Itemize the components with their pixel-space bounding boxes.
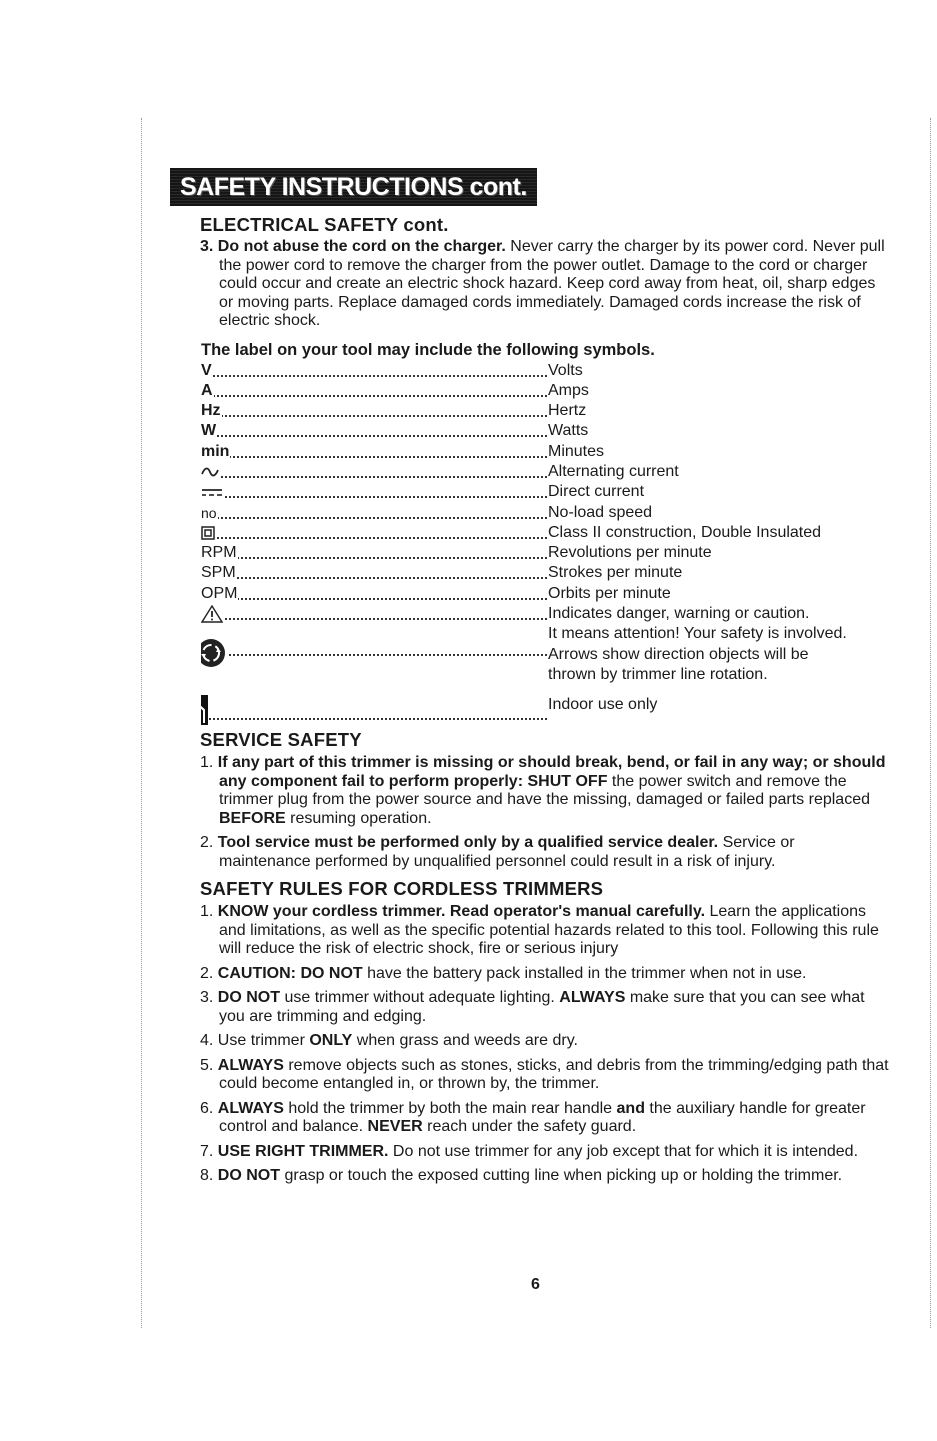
symbol-meaning-line: thrown by trimmer line rotation. [548, 665, 768, 683]
service-item-1: 1. If any part of this trimmer is missing or should break, bend, or fail in any way; or should any component fail to perform properly: SHUT OFF the power switch and remove the trimmer plug from the power source and have the missing, damaged or failed parts replaced BEFORE resuming operation. [200, 754, 886, 827]
symbol-meaning-line: Alternating current [548, 462, 679, 480]
symbol-meaning [548, 584, 671, 604]
symbol-row [170, 645, 890, 686]
symbol-key [201, 503, 547, 523]
symbol-key [201, 401, 547, 421]
symbol-row [170, 689, 890, 721]
symbol-key [201, 543, 547, 563]
alternating-current-icon [201, 463, 220, 480]
symbol-meaning [548, 381, 589, 401]
page-content [170, 168, 890, 1293]
left-margin-line [141, 118, 142, 1328]
double-insulated-icon [201, 524, 216, 541]
symbol-meaning-line: Class II construction, Double Insulated [548, 523, 822, 541]
symbol-row [170, 442, 890, 462]
symbol-meaning [548, 543, 712, 563]
symbol-key [201, 584, 547, 604]
symbol-code: A [201, 381, 213, 399]
symbol-meaning-line: Indoor use only [548, 696, 658, 714]
cordless-item-4: 4. Use trimmer ONLY when grass and weeds are dry. [200, 1032, 578, 1050]
service-list [170, 754, 890, 871]
symbol-meaning-line: Watts [548, 422, 589, 440]
cordless-item-6: 6. ALWAYS hold the trimmer by both the main rear handle and the auxiliary handle for greater control and balance. NEVER reach under the safety guard. [200, 1099, 866, 1136]
service-safety-heading: SERVICE SAFETY [200, 729, 362, 751]
symbol-meaning [548, 421, 588, 441]
symbol-meaning-line: Volts [548, 361, 583, 379]
symbol-code: SPM [201, 564, 236, 582]
symbol-meaning-line: Hertz [548, 402, 587, 420]
symbol-meaning-line: No-load speed [548, 503, 653, 521]
symbol-key [201, 695, 547, 727]
symbol-meaning [548, 361, 583, 381]
symbol-key [201, 442, 547, 462]
cordless-item-3: 3. DO NOT use trimmer without adequate lighting. ALWAYS make sure that you can see what you are trimming and edging. [200, 989, 865, 1025]
symbol-code: no [201, 504, 217, 521]
symbol-key [201, 462, 547, 482]
electrical-safety-heading: ELECTRICAL SAFETY cont. [200, 214, 449, 235]
symbol-meaning [548, 604, 847, 644]
symbol-meaning [548, 401, 586, 421]
cordless-rules-heading: SAFETY RULES FOR CORDLESS TRIMMERS [200, 878, 604, 900]
symbol-meaning [548, 462, 679, 482]
symbol-row [170, 401, 890, 421]
symbol-row [170, 361, 890, 381]
symbol-key [201, 482, 547, 502]
symbol-key [201, 563, 547, 583]
symbol-key [201, 361, 547, 381]
symbol-meaning-line: Indicates danger, warning or caution. [548, 605, 810, 623]
symbol-row [170, 563, 890, 583]
cordless-item-2: 2. CAUTION: DO NOT have the battery pack installed in the trimmer when not in use. [200, 964, 807, 982]
rotation-direction-icon [201, 644, 227, 661]
symbol-code: V [201, 361, 212, 379]
symbol-row [170, 482, 890, 502]
symbol-meaning-line: Minutes [548, 442, 605, 460]
symbol-meaning-line: Orbits per minute [548, 584, 671, 602]
direct-current-icon [201, 483, 224, 500]
symbol-key [201, 523, 547, 543]
symbols-list [170, 361, 890, 722]
symbol-meaning [548, 563, 682, 583]
cordless-item-5: 5. ALWAYS remove objects such as stones, sticks, and debris from the trimming/edging path that could become entangled in, or thrown by, the trimmer. [200, 1056, 889, 1093]
symbol-meaning-line: Direct current [548, 483, 645, 501]
symbol-meaning [548, 695, 657, 715]
symbol-key [201, 604, 547, 624]
indoor-use-icon [201, 701, 209, 718]
symbol-meaning-line: Revolutions per minute [548, 544, 712, 562]
symbols-heading: The label on your tool may include the following symbols. [201, 340, 655, 359]
cordless-item-8: 8. DO NOT grasp or touch the exposed cutting line when picking up or holding the trimmer. [200, 1167, 843, 1185]
symbol-code: OPM [201, 584, 238, 602]
symbol-code: Hz [201, 402, 221, 420]
cordless-item-1: 1. KNOW your cordless trimmer. Read operator's manual carefully. Learn the applications and limitations, as well as the specific potential hazards related to this tool. Following this rule will reduce the risk of electric shock, fire or serious injury [200, 903, 879, 958]
symbol-key [201, 638, 547, 670]
symbol-meaning-line: Amps [548, 381, 589, 399]
symbol-row [170, 421, 890, 441]
symbol-code: W [201, 422, 217, 440]
symbol-meaning [548, 442, 604, 462]
section-banner: SAFETY INSTRUCTIONS cont. [170, 168, 537, 206]
cordless-list [170, 903, 890, 1186]
symbol-code: min [201, 442, 230, 460]
symbol-meaning [548, 503, 652, 523]
symbol-row [170, 523, 890, 543]
symbol-row [170, 462, 890, 482]
right-margin-line [930, 118, 931, 1328]
page-number: 6 [531, 1276, 540, 1293]
cordless-item-7: 7. USE RIGHT TRIMMER. Do not use trimmer for any job except that for which it is intended. [200, 1142, 859, 1160]
warning-triangle-icon [201, 605, 224, 622]
electrical-item-3: 3. Do not abuse the cord on the charger. Never carry the charger by its power cord. Never pull the power cord to remove the charger from the power outlet. Damage to the cord or charger could occur and create an electric shock hazard. Keep cord away from heat, oil, sharp edges or moving parts. Replace damaged cords immediately. Damaged cords increase the risk of electric shock. [200, 238, 885, 329]
symbol-key [201, 381, 547, 401]
symbol-meaning-line: It means attention! Your safety is involved. [548, 625, 847, 643]
symbol-meaning-line: Arrows show direction objects will be [548, 645, 809, 663]
symbol-row [170, 584, 890, 604]
symbol-key [201, 421, 547, 441]
symbol-meaning [548, 645, 809, 685]
symbol-row [170, 503, 890, 523]
symbol-code: RPM [201, 544, 237, 562]
service-item-2: 2. Tool service must be performed only by a qualified service dealer. Service or maintenance performed by unqualified personnel could result in a risk of injury. [200, 834, 795, 870]
symbol-row [170, 381, 890, 401]
symbol-meaning-line: Strokes per minute [548, 564, 683, 582]
symbol-meaning [548, 523, 821, 543]
symbol-meaning [548, 482, 644, 502]
symbol-row [170, 543, 890, 563]
